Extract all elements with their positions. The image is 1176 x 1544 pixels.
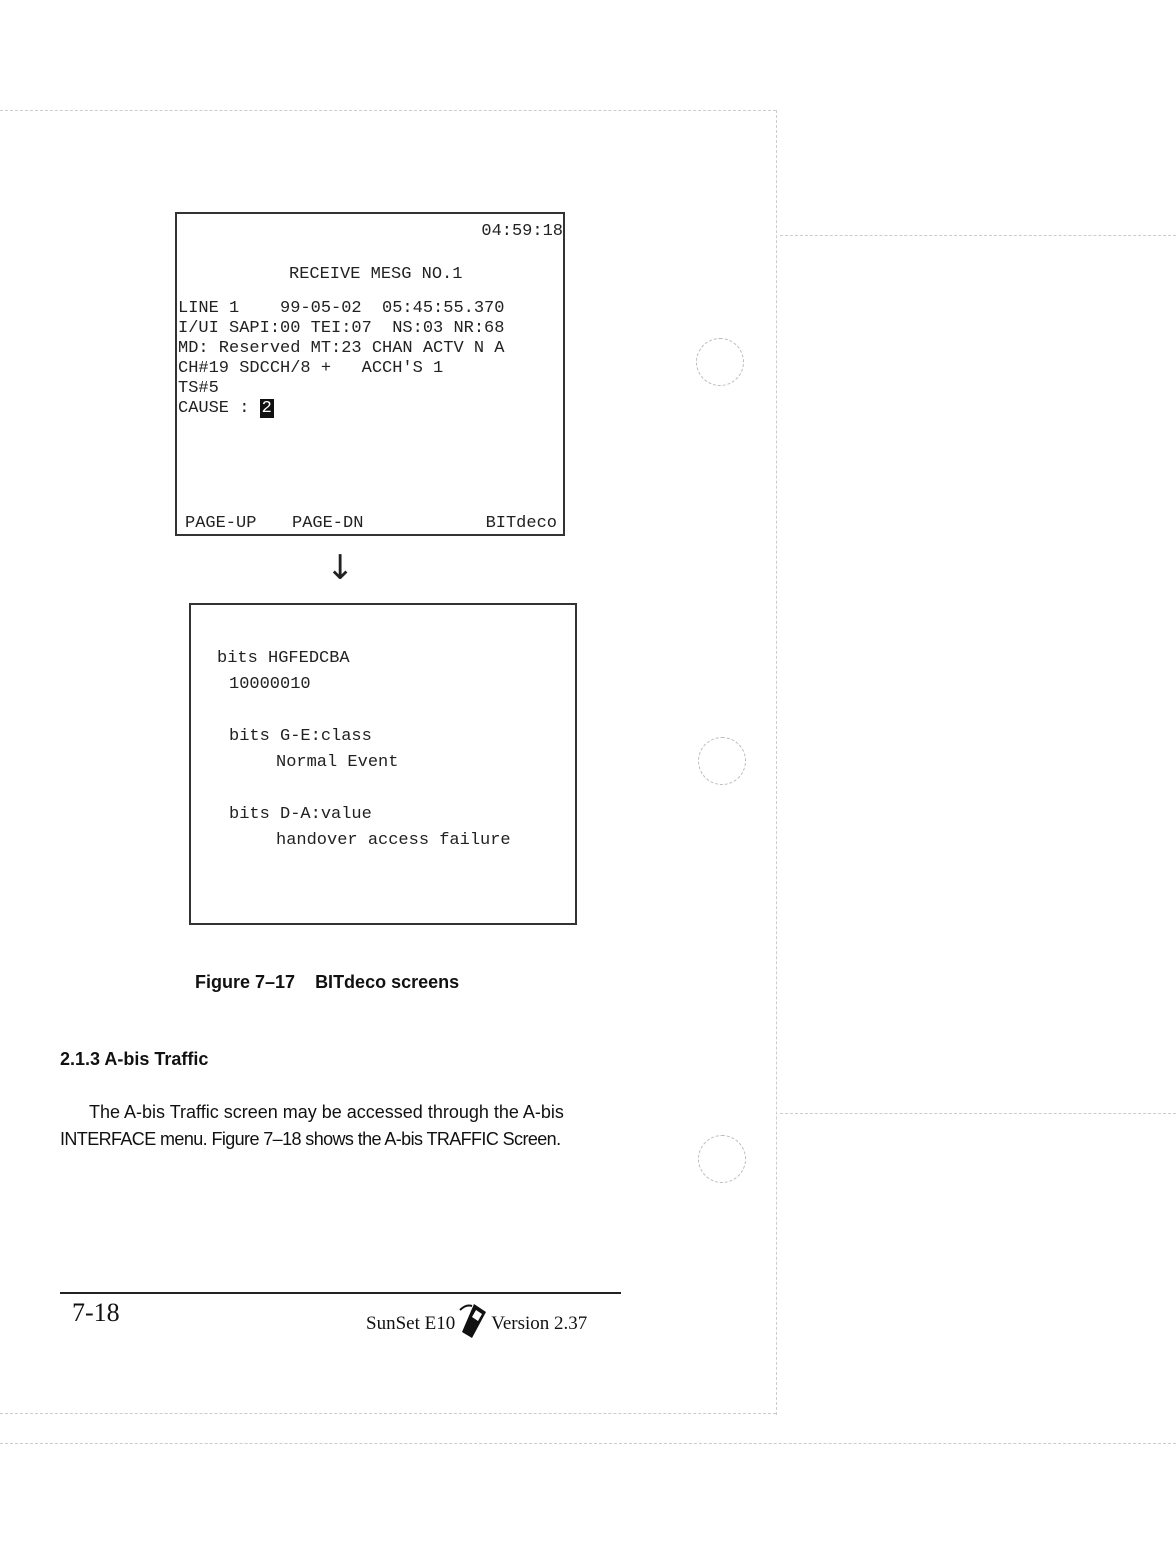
bitdeco-screen <box>189 603 577 925</box>
screen-line-3: MD: Reserved MT:23 CHAN ACTV N A <box>178 339 505 358</box>
figure-caption <box>195 972 459 993</box>
class-label: bits G-E:class <box>229 727 372 746</box>
screen-line-1: LINE 1 99-05-02 05:45:55.370 <box>178 299 505 318</box>
product-name: SunSet E10 <box>366 1313 456 1334</box>
section-heading: 2.1.3 A-bis Traffic <box>60 1049 209 1069</box>
softkey-bitdeco[interactable]: BITdeco <box>485 514 557 533</box>
softkey-page-up[interactable]: PAGE-UP <box>185 514 257 533</box>
bottom-scan-edge <box>0 1413 776 1414</box>
top-scan-edge <box>0 110 776 111</box>
figure-number: Figure 7–17 <box>195 972 296 992</box>
bits-header: bits HGFEDCBA <box>217 649 350 668</box>
value-label: bits D-A:value <box>229 805 372 824</box>
section-body-line-2: INTERFACE menu. Figure 7–18 shows the A-bis TRAFFIC Screen. <box>60 1129 561 1149</box>
cause-value-cursor[interactable]: 2 <box>261 399 272 418</box>
cause-label: CAUSE : <box>178 399 260 418</box>
right-scan-line-1 <box>780 235 1176 236</box>
screen-title: RECEIVE MESG NO.1 <box>289 265 463 284</box>
punch-hole-middle <box>698 737 746 785</box>
bits-value: 10000010 <box>229 675 311 694</box>
lower-scan-edge <box>0 1443 1176 1444</box>
punch-hole-bottom <box>698 1135 746 1183</box>
version-label: Version 2.37 <box>491 1313 588 1334</box>
screen-line-2: I/UI SAPI:00 TEI:07 NS:03 NR:68 <box>178 319 505 338</box>
right-scan-line-2 <box>780 1113 1176 1114</box>
screen-time: 04:59:18 <box>481 222 563 241</box>
softkey-page-dn[interactable]: PAGE-DN <box>292 514 364 533</box>
section-body-line-1: The A-bis Traffic screen may be accessed through the A-bis <box>89 1102 564 1122</box>
handset-logo-icon <box>458 1302 488 1342</box>
footer-product <box>366 1304 587 1344</box>
cause-row <box>178 399 274 419</box>
screen-line-4: CH#19 SDCCH/8 + ACCH'S 1 <box>178 359 444 378</box>
punch-hole-top <box>696 338 744 386</box>
value-description: handover access failure <box>276 831 511 850</box>
screen-line-5: TS#5 <box>178 379 219 398</box>
footer-rule <box>60 1292 621 1294</box>
page-number: 7-18 <box>72 1298 120 1327</box>
figure-title: BITdeco screens <box>315 972 460 992</box>
down-arrow-icon: ↓ <box>326 548 355 588</box>
receive-message-screen <box>175 212 565 536</box>
right-page-edge <box>776 110 777 1415</box>
class-value: Normal Event <box>276 753 399 772</box>
